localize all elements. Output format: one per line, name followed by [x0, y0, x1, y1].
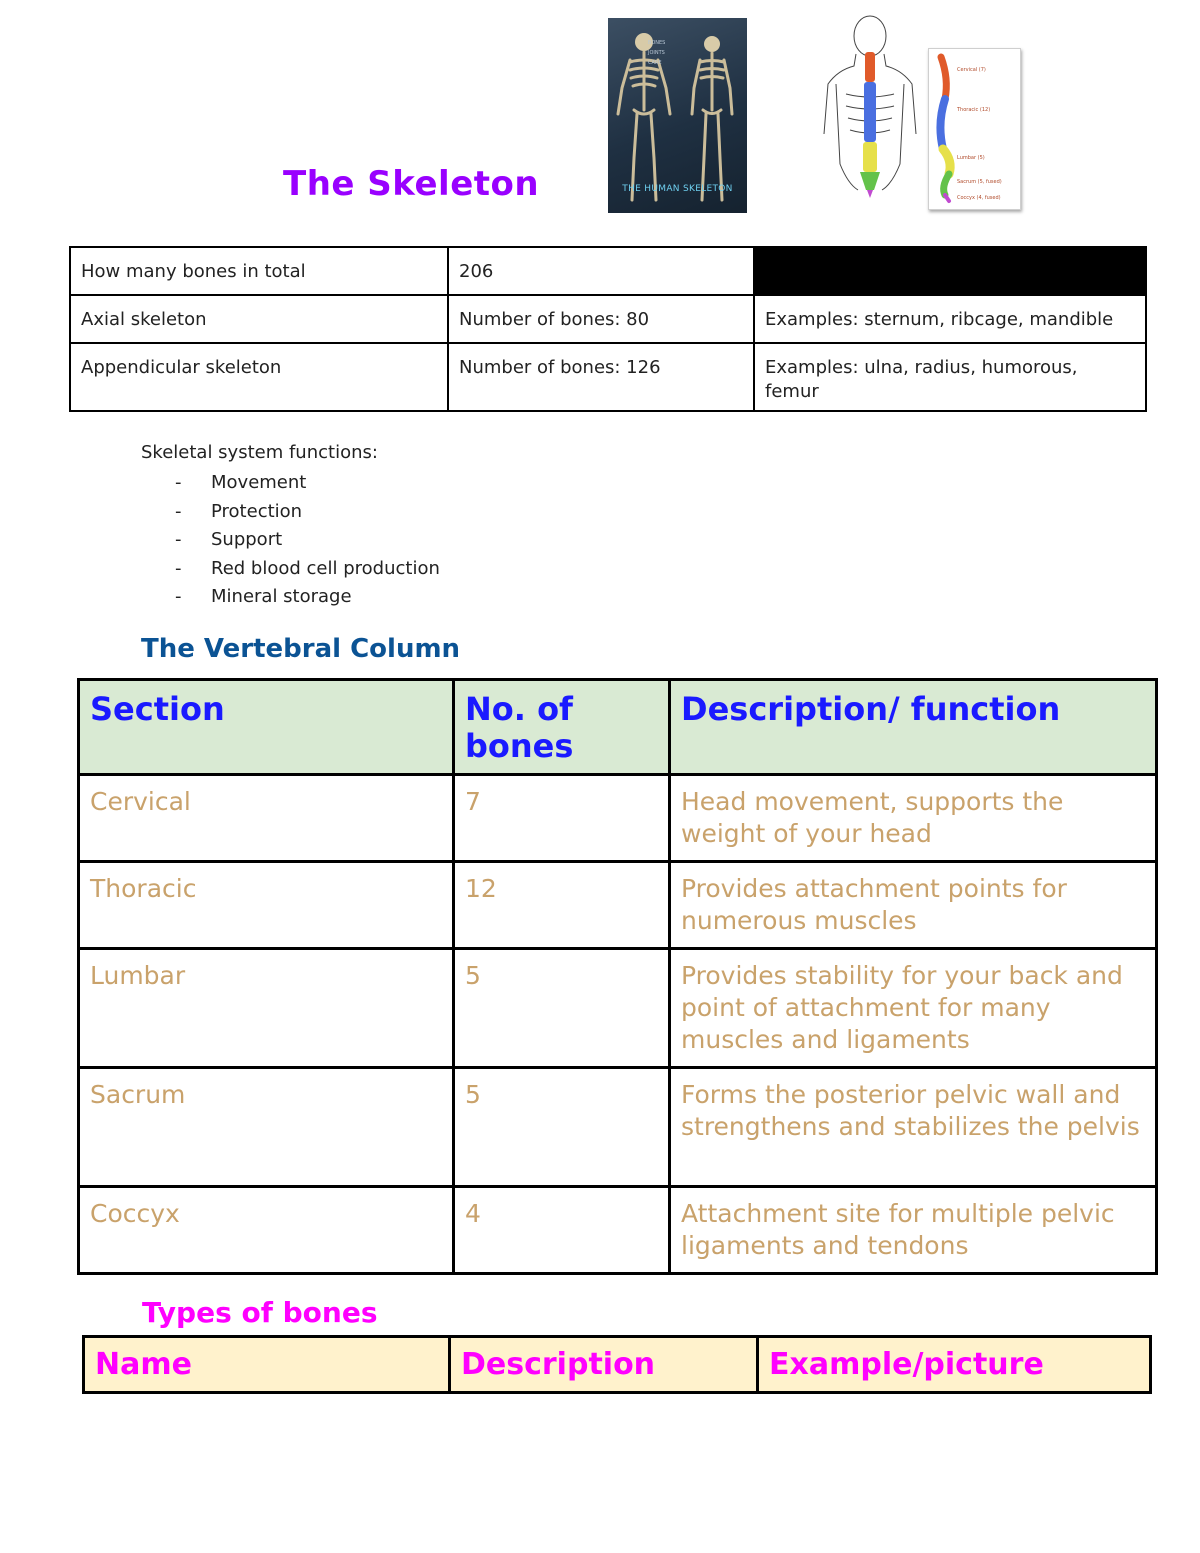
- spine-label-lumbar: Lumbar (5): [957, 155, 985, 161]
- header-name: Name: [84, 1337, 450, 1393]
- header-count: No. of bones: [454, 680, 670, 775]
- table-cell: Number of bones: 126: [448, 343, 754, 411]
- table-cell: Cervical: [79, 775, 454, 862]
- table-row: [79, 949, 1157, 1068]
- types-of-bones-table: [82, 1335, 1152, 1394]
- spine-back-view-diagram: [818, 14, 920, 212]
- table-row: [79, 862, 1157, 949]
- table-cell: Appendicular skeleton: [70, 343, 448, 411]
- table-header-row: [79, 680, 1157, 775]
- table-cell: Provides stability for your back and point of attachment for many muscles and ligaments: [670, 949, 1157, 1068]
- table-cell: Coccyx: [79, 1187, 454, 1274]
- header-example: Example/picture: [758, 1337, 1151, 1393]
- skeletal-functions: [141, 441, 440, 612]
- table-row: [70, 247, 1146, 295]
- table-cell: Examples: ulna, radius, humorous, femur: [754, 343, 1146, 411]
- table-row: [70, 343, 1146, 411]
- spine-label-cervical: Cervical (7): [957, 67, 986, 73]
- functions-list: [141, 469, 440, 612]
- functions-heading: Skeletal system functions:: [141, 442, 378, 463]
- table-cell: Number of bones: 80: [448, 295, 754, 343]
- table-row: [70, 295, 1146, 343]
- spine-label-coccyx: Coccyx (4, fused): [957, 195, 1001, 201]
- table-cell: 12: [454, 862, 670, 949]
- bones-summary-table: [69, 246, 1147, 412]
- vertebral-column-table: [77, 678, 1158, 1275]
- table-cell: Axial skeleton: [70, 295, 448, 343]
- table-cell: 4: [454, 1187, 670, 1274]
- spine-side-view-card: [928, 48, 1021, 210]
- table-cell: 7: [454, 775, 670, 862]
- types-of-bones-title: Types of bones: [142, 1296, 378, 1329]
- table-cell: Attachment site for multiple pelvic ligaments and tendons: [670, 1187, 1157, 1274]
- cover-tagline: BONES JOINTS CARE: [648, 40, 666, 66]
- list-item: - Movement: [141, 469, 440, 498]
- header-description: Description: [450, 1337, 758, 1393]
- table-cell: How many bones in total: [70, 247, 448, 295]
- spine-label-thoracic: Thoracic (12): [957, 107, 991, 113]
- table-cell: 5: [454, 1068, 670, 1187]
- table-cell: Forms the posterior pelvic wall and strengthens and stabilizes the pelvis: [670, 1068, 1157, 1187]
- spine-side-view-graphic: [929, 49, 1020, 209]
- list-item: - Support: [141, 526, 440, 555]
- table-cell: Head movement, supports the weight of your head: [670, 775, 1157, 862]
- table-cell: 5: [454, 949, 670, 1068]
- table-cell: Sacrum: [79, 1068, 454, 1187]
- page-title: The Skeleton: [283, 164, 540, 204]
- header-section: Section: [79, 680, 454, 775]
- list-item: - Protection: [141, 498, 440, 527]
- table-row: [79, 1187, 1157, 1274]
- table-cell: 206: [448, 247, 754, 295]
- cover-title: THE HUMAN SKELETON: [622, 184, 733, 194]
- table-cell: Lumbar: [79, 949, 454, 1068]
- table-cell: Thoracic: [79, 862, 454, 949]
- table-header-row: [84, 1337, 1151, 1393]
- spine-label-sacrum: Sacrum (5, fused): [957, 179, 1002, 185]
- table-cell: Examples: sternum, ribcage, mandible: [754, 295, 1146, 343]
- header-description: Description/ function: [670, 680, 1157, 775]
- skeleton-book-cover-image: [608, 18, 747, 213]
- list-item: - Mineral storage: [141, 583, 440, 612]
- table-row: [79, 1068, 1157, 1187]
- list-item: - Red blood cell production: [141, 555, 440, 584]
- vertebral-column-title: The Vertebral Column: [141, 634, 461, 664]
- table-cell: Provides attachment points for numerous muscles: [670, 862, 1157, 949]
- table-cell: [754, 247, 1146, 295]
- table-row: [79, 775, 1157, 862]
